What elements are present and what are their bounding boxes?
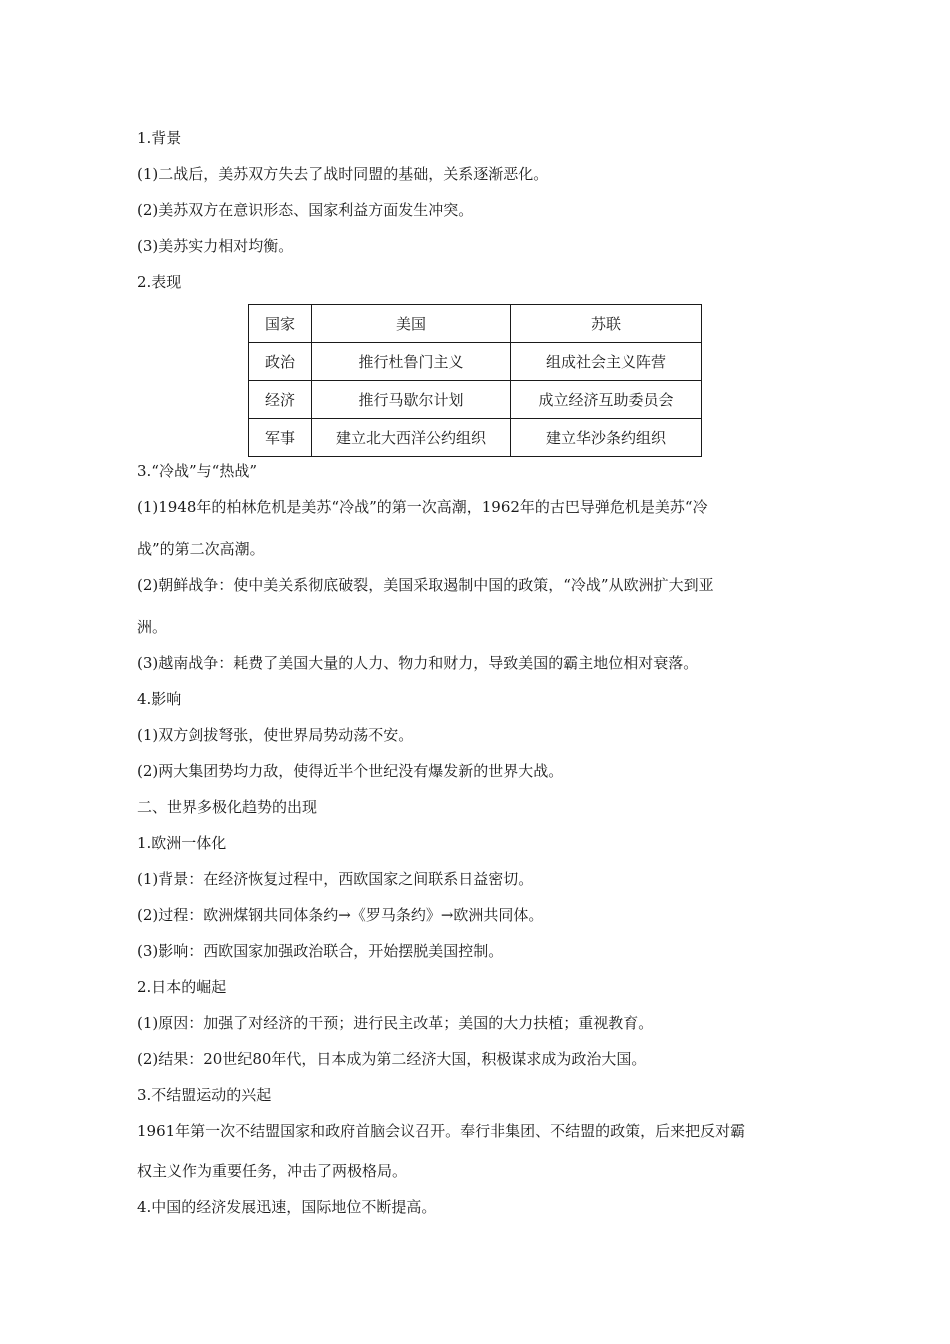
paragraph: 权主义作为重要任务，冲击了两极格局。 <box>137 1162 408 1180</box>
paragraph: (1)二战后，美苏双方失去了战时同盟的基础，关系逐渐恶化。 <box>137 165 549 183</box>
paragraph: (2)两大集团势均力敌，使得近半个世纪没有爆发新的世界大战。 <box>137 762 564 780</box>
comparison-table <box>248 304 702 457</box>
heading-background: 1.背景 <box>137 129 182 147</box>
heading-impact: 4.影响 <box>137 690 182 708</box>
table-header-row <box>249 305 702 343</box>
paragraph: (3)越南战争：耗费了美国大量的人力、物力和财力，导致美国的霸主地位相对衰落。 <box>137 654 699 672</box>
paragraph: (2)过程：欧洲煤钢共同体条约→《罗马条约》→欧洲共同体。 <box>137 906 544 924</box>
heading-japan-rise: 2.日本的崛起 <box>137 978 227 996</box>
paragraph: 洲。 <box>137 618 168 636</box>
table-row <box>249 419 702 457</box>
paragraph: (1)1948年的柏林危机是美苏“冷战”的第一次高潮，1962年的古巴导弹危机是美苏“冷 <box>137 498 708 516</box>
table-cell: 组成社会主义阵营 <box>511 343 702 381</box>
paragraph: (2)美苏双方在意识形态、国家利益方面发生冲突。 <box>137 201 474 219</box>
paragraph: (3)影响：西欧国家加强政治联合，开始摆脱美国控制。 <box>137 942 504 960</box>
table-cell: 美国 <box>312 305 511 343</box>
table-cell: 成立经济互助委员会 <box>511 381 702 419</box>
heading-european-integration: 1.欧洲一体化 <box>137 834 227 852</box>
paragraph: (1)背景：在经济恢复过程中，西欧国家之间联系日益密切。 <box>137 870 534 888</box>
table-cell: 建立华沙条约组织 <box>511 419 702 457</box>
table-cell: 推行马歇尔计划 <box>312 381 511 419</box>
table-cell: 经济 <box>249 381 312 419</box>
paragraph: (1)原因：加强了对经济的干预；进行民主改革；美国的大力扶植；重视教育。 <box>137 1014 654 1032</box>
paragraph: (3)美苏实力相对均衡。 <box>137 237 294 255</box>
heading-manifestation: 2.表现 <box>137 273 182 291</box>
heading-cold-hot-war: 3.“冷战”与“热战” <box>137 462 257 480</box>
table-cell: 推行杜鲁门主义 <box>312 343 511 381</box>
heading-non-aligned: 3.不结盟运动的兴起 <box>137 1086 272 1104</box>
table-cell: 政治 <box>249 343 312 381</box>
paragraph: 1961年第一次不结盟国家和政府首脑会议召开。奉行非集团、不结盟的政策，后来把反对霸 <box>137 1122 746 1140</box>
paragraph: 战”的第二次高潮。 <box>137 540 265 558</box>
paragraph: (2)朝鲜战争：使中美关系彻底破裂，美国采取遏制中国的政策，“冷战”从欧洲扩大到亚 <box>137 576 714 594</box>
section-heading: 二、世界多极化趋势的出现 <box>137 798 318 816</box>
table-cell: 建立北大西洋公约组织 <box>312 419 511 457</box>
paragraph: (1)双方剑拔弩张，使世界局势动荡不安。 <box>137 726 414 744</box>
heading-china: 4.中国的经济发展迅速，国际地位不断提高。 <box>137 1198 437 1216</box>
table-cell: 苏联 <box>511 305 702 343</box>
table-cell: 国家 <box>249 305 312 343</box>
table-row <box>249 343 702 381</box>
table-cell: 军事 <box>249 419 312 457</box>
paragraph: (2)结果：20世纪80年代，日本成为第二经济大国，积极谋求成为政治大国。 <box>137 1050 647 1068</box>
table-row <box>249 381 702 419</box>
